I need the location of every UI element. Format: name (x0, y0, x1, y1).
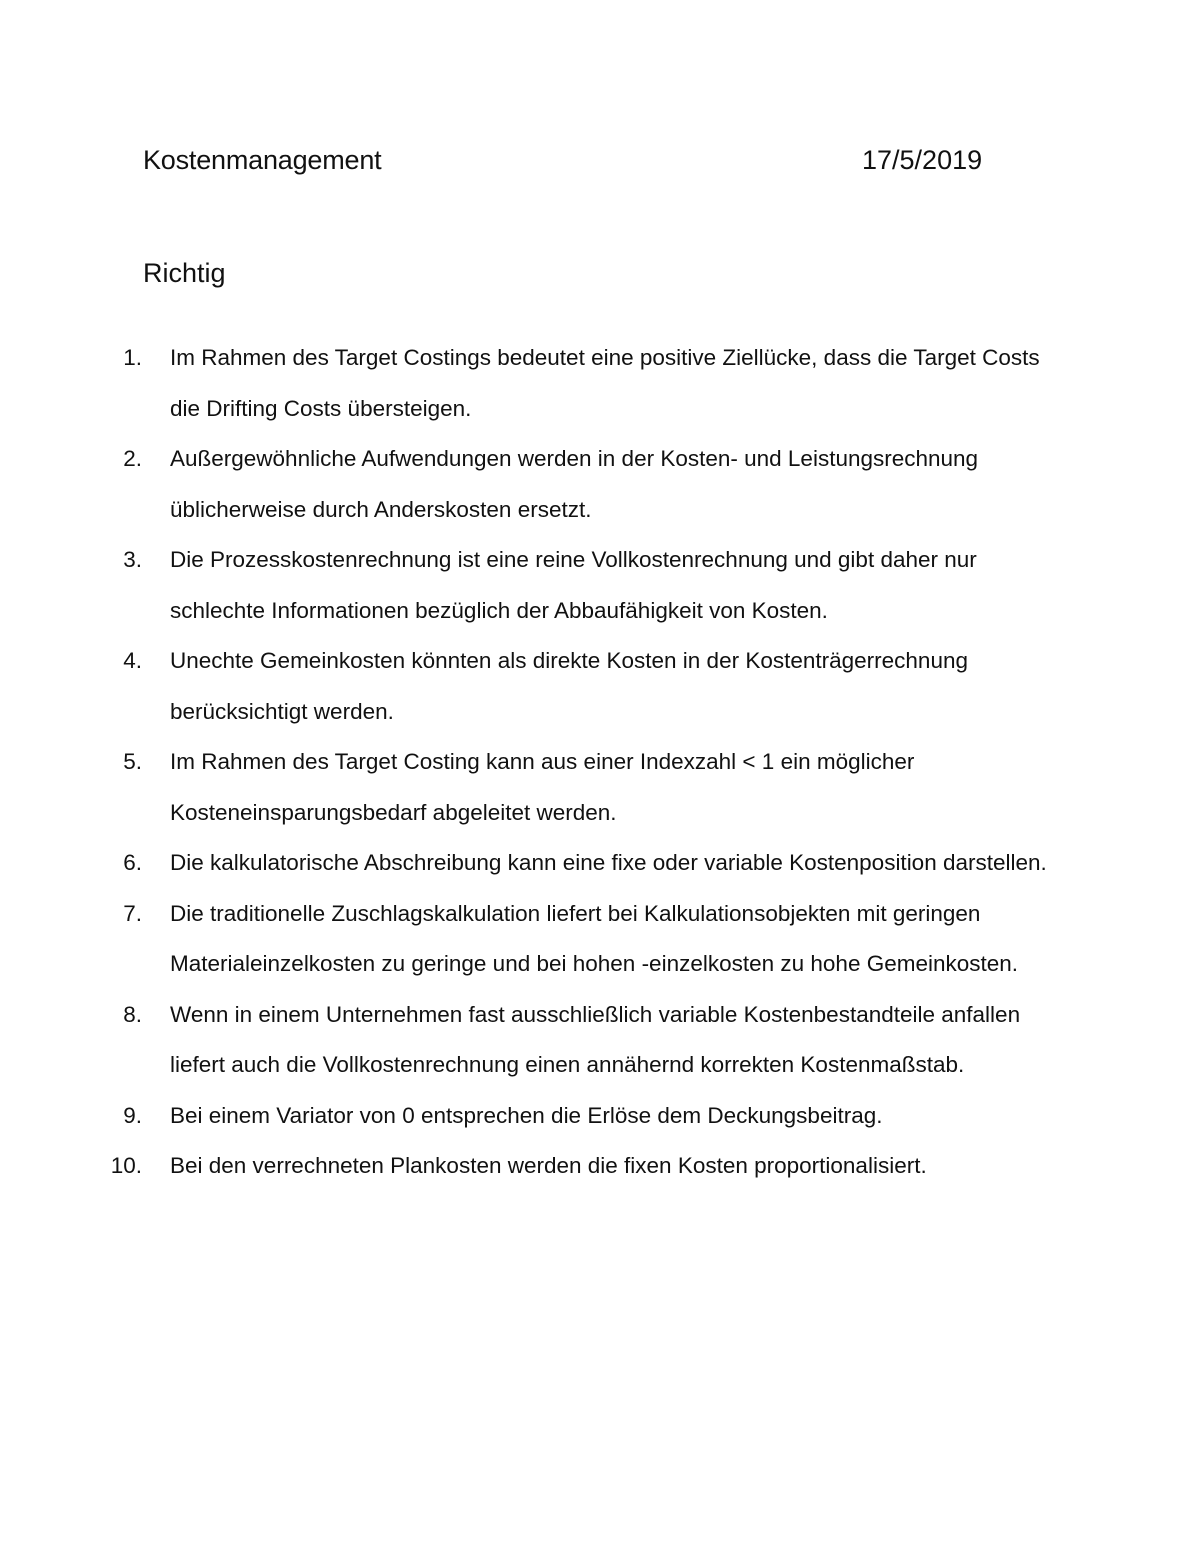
list-item (0, 333, 1200, 434)
list-item (0, 636, 1200, 737)
list-item (0, 990, 1200, 1091)
list-item-number: 8. (123, 1001, 142, 1027)
list-item (0, 1091, 1200, 1142)
list-item-number: 5. (123, 749, 142, 774)
section-heading: Richtig (143, 258, 226, 288)
list-item (0, 434, 1200, 535)
list-item (0, 838, 1200, 889)
document-date: 17/5/2019 (862, 145, 983, 175)
list-item-number: 9. (123, 1102, 142, 1128)
list-item-number: 10. (110, 1153, 142, 1178)
list-item-number: 7. (123, 900, 142, 926)
list-item (0, 889, 1200, 990)
list-item-text: Die Prozesskostenrechnung ist eine reine Vollkostenrechnung und gibt daher nur schlechte Informationen bezüglich der Abbaufähigkeit von Kosten. (170, 547, 977, 623)
list-item-text: Wenn in einem Unternehmen fast ausschließlich variable Kostenbestandteile anfallen liefert auch die Vollkostenrechnung einen annähernd korrekten Kostenmaßstab. (170, 1001, 1021, 1077)
list-item-number: 3. (123, 547, 142, 572)
list-item-number: 1. (123, 345, 142, 370)
list-item-text: Die traditionelle Zuschlagskalkulation liefert bei Kalkulationsobjekten mit geringen Materialeinzelkosten zu geringe und bei hohen -einzelkosten zu hohe Gemeinkosten. (170, 900, 1019, 976)
list-item-text: Außergewöhnliche Aufwendungen werden in der Kosten- und Leistungsrechnung üblicherweise durch Anderskosten ersetzt. (170, 446, 979, 522)
list-item-text: Die kalkulatorische Abschreibung kann eine fixe oder variable Kostenposition darstellen. (170, 850, 1047, 875)
list-item (0, 535, 1200, 636)
list-item-text: Im Rahmen des Target Costings bedeutet eine positive Ziellücke, dass die Target Costs die Drifting Costs übersteigen. (170, 345, 1040, 421)
list-item-text: Bei einem Variator von 0 entsprechen die Erlöse dem Deckungsbeitrag. (170, 1102, 883, 1128)
statement-list (0, 333, 1200, 1192)
list-item (0, 1141, 1200, 1192)
list-item-number: 4. (123, 648, 142, 673)
document-title: Kostenmanagement (143, 145, 382, 175)
list-item-text: Unechte Gemeinkosten könnten als direkte Kosten in der Kostenträgerrechnung berücksichtigt werden. (170, 648, 968, 724)
list-item-number: 6. (123, 850, 142, 875)
list-item (0, 737, 1200, 838)
list-item-text: Im Rahmen des Target Costing kann aus einer Indexzahl < 1 ein möglicher Kosteneinsparungsbedarf abgeleitet werden. (170, 749, 915, 825)
list-item-number: 2. (123, 446, 142, 471)
list-item-text: Bei den verrechneten Plankosten werden die fixen Kosten proportionalisiert. (170, 1153, 927, 1178)
